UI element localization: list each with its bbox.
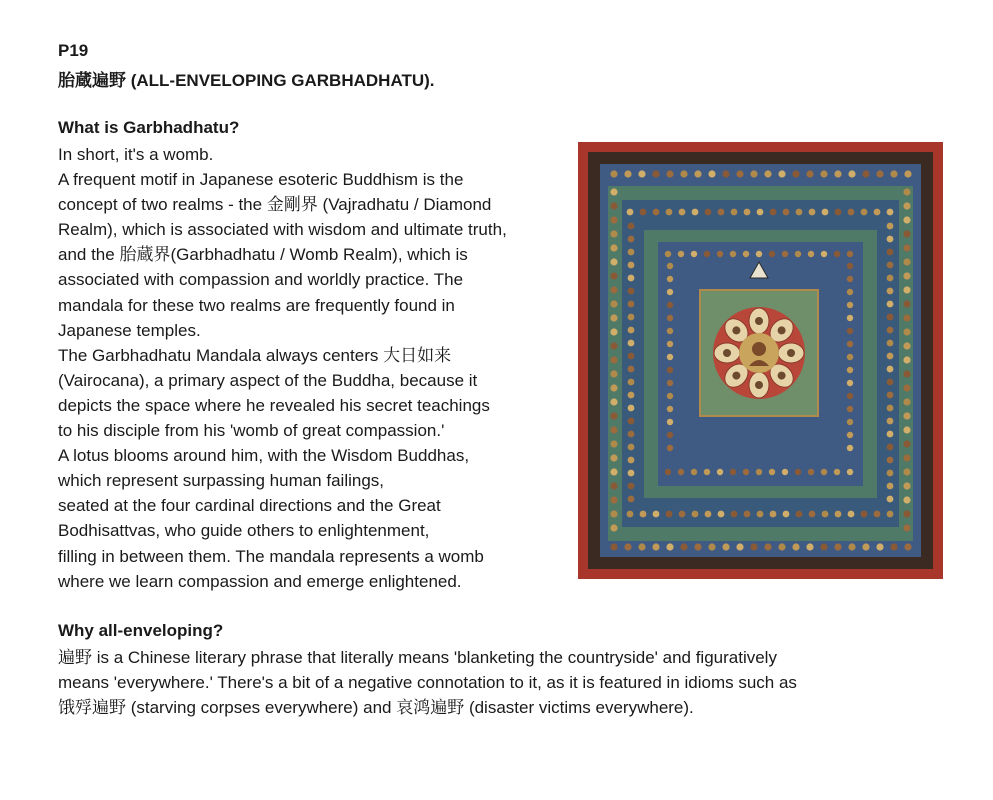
seated-figure — [628, 444, 635, 451]
seated-figure — [887, 405, 894, 412]
seated-figure — [627, 511, 634, 518]
seated-figure — [694, 543, 701, 550]
seated-figure — [736, 543, 743, 550]
seated-figure — [821, 251, 827, 257]
seated-figure — [718, 209, 725, 216]
seated-figure — [874, 511, 881, 518]
seated-figure — [795, 469, 801, 475]
seated-figure — [903, 398, 910, 405]
seated-figure — [848, 170, 855, 177]
seated-figure — [628, 431, 635, 438]
seated-figure — [806, 170, 813, 177]
seated-figure — [628, 288, 635, 295]
seated-figure — [667, 354, 673, 360]
seated-figure — [887, 470, 894, 477]
seated-figure — [847, 406, 853, 412]
seated-figure — [887, 301, 894, 308]
seated-figure — [847, 393, 853, 399]
seated-figure — [666, 543, 673, 550]
seated-figure — [722, 170, 729, 177]
seated-figure — [903, 384, 910, 391]
seated-figure — [638, 170, 645, 177]
text-line: A frequent motif in Japanese esoteric Buddhism is the — [58, 170, 464, 190]
seated-figure — [778, 170, 785, 177]
seated-figure — [652, 543, 659, 550]
seated-figure — [640, 511, 647, 518]
seated-figure — [887, 353, 894, 360]
seated-figure — [653, 209, 660, 216]
seated-figure — [795, 251, 801, 257]
seated-figure — [717, 469, 723, 475]
seated-figure — [680, 543, 687, 550]
text-line: A lotus blooms around him, with the Wisdom Buddhas, — [58, 446, 470, 466]
seated-figure — [628, 262, 635, 269]
petal-buddha — [755, 317, 763, 325]
seated-figure — [679, 209, 686, 216]
seated-figure — [834, 543, 841, 550]
seated-figure — [847, 367, 853, 373]
seated-figure — [610, 216, 617, 223]
seated-figure — [820, 170, 827, 177]
seated-figure — [610, 496, 617, 503]
seated-figure — [667, 367, 673, 373]
seated-figure — [847, 315, 853, 321]
seated-figure — [610, 543, 617, 550]
seated-figure — [610, 440, 617, 447]
body-text-2 — [58, 645, 938, 720]
text-line: 饿殍遍野 (starving corpses everywhere) and 哀鸿遍野 (disaster victims everywhere). — [58, 698, 694, 717]
seated-figure — [847, 289, 853, 295]
seated-figure — [628, 470, 635, 477]
seated-figure — [764, 170, 771, 177]
seated-figure — [835, 511, 842, 518]
text-line: associated with compassion and worldly practice. The — [58, 270, 464, 290]
seated-figure — [628, 327, 635, 334]
text-line: which represent surpassing human failings, — [58, 471, 385, 491]
seated-figure — [691, 251, 697, 257]
seated-figure — [783, 511, 790, 518]
seated-figure — [770, 511, 777, 518]
seated-figure — [610, 412, 617, 419]
petal-buddha — [778, 372, 786, 380]
seated-figure — [610, 188, 617, 195]
seated-figure — [731, 511, 738, 518]
seated-figure — [610, 286, 617, 293]
seated-figure — [903, 258, 910, 265]
text-line: In short, it's a womb. — [58, 145, 214, 164]
seated-figure — [666, 209, 673, 216]
seated-figure — [610, 300, 617, 307]
seated-figure — [903, 286, 910, 293]
seated-figure — [876, 543, 883, 550]
seated-figure — [610, 272, 617, 279]
seated-figure — [848, 209, 855, 216]
seated-figure — [628, 223, 635, 230]
seated-figure — [679, 511, 686, 518]
text-line: Bodhisattvas, who guide others to enlightenment, — [58, 521, 430, 541]
seated-figure — [887, 340, 894, 347]
seated-figure — [903, 230, 910, 237]
seated-figure — [692, 209, 699, 216]
seated-figure — [708, 543, 715, 550]
seated-figure — [847, 328, 853, 334]
seated-figure — [903, 328, 910, 335]
seated-figure — [667, 341, 673, 347]
seated-figure — [756, 469, 762, 475]
seated-figure — [769, 251, 775, 257]
seated-figure — [665, 469, 671, 475]
seated-figure — [782, 251, 788, 257]
seated-figure — [628, 366, 635, 373]
seated-figure — [692, 511, 699, 518]
seated-figure — [757, 209, 764, 216]
seated-figure — [809, 511, 816, 518]
seated-figure — [903, 482, 910, 489]
seated-figure — [848, 511, 855, 518]
seated-figure — [887, 223, 894, 230]
seated-figure — [667, 315, 673, 321]
seated-figure — [903, 426, 910, 433]
text-line: and the 胎蔵界(Garbhadhatu / Womb Realm), which is — [58, 245, 468, 265]
mandala-image — [578, 142, 943, 579]
seated-figure — [610, 510, 617, 517]
seated-figure — [887, 457, 894, 464]
seated-figure — [730, 469, 736, 475]
seated-figure — [834, 469, 840, 475]
seated-figure — [809, 209, 816, 216]
petal-buddha — [732, 372, 740, 380]
text-line: 遍野 is a Chinese literary phrase that literally means 'blanketing the countryside' and figuratively — [58, 648, 777, 667]
seated-figure — [610, 202, 617, 209]
seated-figure — [628, 353, 635, 360]
seated-figure — [628, 236, 635, 243]
seated-figure — [887, 511, 894, 518]
seated-figure — [744, 209, 751, 216]
seated-figure — [887, 366, 894, 373]
seated-figure — [610, 468, 617, 475]
petal-buddha — [778, 326, 786, 334]
seated-figure — [667, 432, 673, 438]
text-line: depicts the space where he revealed his secret teachings — [58, 395, 490, 415]
seated-figure — [652, 170, 659, 177]
seated-figure — [610, 342, 617, 349]
seated-figure — [667, 328, 673, 334]
seated-figure — [628, 249, 635, 256]
seated-figure — [665, 251, 671, 257]
seated-figure — [610, 524, 617, 531]
seated-figure — [610, 398, 617, 405]
seated-figure — [847, 432, 853, 438]
seated-figure — [792, 170, 799, 177]
seated-figure — [640, 209, 647, 216]
seated-figure — [861, 511, 868, 518]
seated-figure — [624, 543, 631, 550]
seated-figure — [628, 392, 635, 399]
seated-figure — [667, 419, 673, 425]
seated-figure — [847, 341, 853, 347]
seated-figure — [903, 272, 910, 279]
seated-figure — [628, 483, 635, 490]
seated-figure — [628, 314, 635, 321]
seated-figure — [887, 327, 894, 334]
seated-figure — [667, 406, 673, 412]
seated-figure — [903, 440, 910, 447]
seated-figure — [847, 276, 853, 282]
seated-figure — [628, 301, 635, 308]
text-line: Japanese temples. — [58, 320, 201, 340]
seated-figure — [610, 170, 617, 177]
seated-figure — [743, 251, 749, 257]
seated-figure — [708, 170, 715, 177]
seated-figure — [903, 314, 910, 321]
seated-figure — [778, 543, 785, 550]
seated-figure — [903, 300, 910, 307]
seated-figure — [756, 251, 762, 257]
seated-figure — [731, 209, 738, 216]
petal-buddha — [723, 349, 731, 357]
seated-figure — [904, 170, 911, 177]
seated-figure — [903, 244, 910, 251]
seated-figure — [887, 288, 894, 295]
seated-figure — [834, 251, 840, 257]
seated-figure — [903, 468, 910, 475]
seated-figure — [704, 469, 710, 475]
seated-figure — [834, 170, 841, 177]
seated-figure — [903, 370, 910, 377]
seated-figure — [638, 543, 645, 550]
seated-figure — [847, 419, 853, 425]
seated-figure — [783, 209, 790, 216]
seated-figure — [808, 469, 814, 475]
seated-figure — [750, 170, 757, 177]
vairocana-figure — [752, 342, 766, 356]
seated-figure — [903, 496, 910, 503]
text-line: filling in between them. The mandala represents a womb — [58, 546, 484, 566]
seated-figure — [678, 469, 684, 475]
seated-figure — [628, 379, 635, 386]
seated-figure — [705, 209, 712, 216]
seated-figure — [704, 251, 710, 257]
seated-figure — [667, 445, 673, 451]
seated-figure — [887, 379, 894, 386]
seated-figure — [887, 314, 894, 321]
seated-figure — [890, 543, 897, 550]
seated-figure — [903, 202, 910, 209]
seated-figure — [667, 302, 673, 308]
seated-figure — [887, 496, 894, 503]
seated-figure — [903, 356, 910, 363]
seated-figure — [736, 170, 743, 177]
seated-figure — [730, 251, 736, 257]
seated-figure — [887, 236, 894, 243]
seated-figure — [904, 543, 911, 550]
seated-figure — [718, 511, 725, 518]
body-text — [58, 142, 578, 594]
seated-figure — [821, 469, 827, 475]
petal-buddha — [732, 326, 740, 334]
text-line: mandala for these two realms are frequently found in — [58, 295, 455, 315]
seated-figure — [903, 510, 910, 517]
seated-figure — [782, 469, 788, 475]
seated-figure — [820, 543, 827, 550]
seated-figure — [667, 263, 673, 269]
seated-figure — [861, 209, 868, 216]
seated-figure — [847, 469, 853, 475]
seated-figure — [874, 209, 881, 216]
petal-buddha — [755, 381, 763, 389]
text-line: means 'everywhere.' There's a bit of a negative connotation to it, as it is featured in idioms such as — [58, 673, 797, 692]
seated-figure — [835, 209, 842, 216]
seated-figure — [764, 543, 771, 550]
text-line: The Garbhadhatu Mandala always centers 大日如来 — [58, 345, 452, 365]
text-line: seated at the four cardinal directions and the Great — [58, 496, 441, 516]
seated-figure — [610, 356, 617, 363]
seated-figure — [610, 258, 617, 265]
seated-figure — [890, 170, 897, 177]
seated-figure — [903, 524, 910, 531]
text-line: concept of two realms - the 金剛界 (Vajradhatu / Diamond — [58, 195, 492, 215]
seated-figure — [792, 543, 799, 550]
seated-figure — [903, 216, 910, 223]
seated-figure — [667, 393, 673, 399]
seated-figure — [666, 170, 673, 177]
seated-figure — [680, 170, 687, 177]
seated-figure — [610, 314, 617, 321]
seated-figure — [847, 251, 853, 257]
seated-figure — [624, 170, 631, 177]
seated-figure — [610, 244, 617, 251]
seated-figure — [847, 380, 853, 386]
page-id: P19 — [58, 41, 89, 60]
seated-figure — [628, 496, 635, 503]
seated-figure — [822, 511, 829, 518]
seated-figure — [610, 328, 617, 335]
seated-figure — [750, 543, 757, 550]
petal-buddha — [787, 349, 795, 357]
seated-figure — [653, 511, 660, 518]
seated-figure — [667, 289, 673, 295]
seated-figure — [876, 170, 883, 177]
seated-figure — [887, 275, 894, 282]
seated-figure — [667, 380, 673, 386]
text-line: where we learn compassion and emerge enlightened. — [58, 571, 462, 591]
seated-figure — [610, 384, 617, 391]
seated-figure — [848, 543, 855, 550]
text-line: to his disciple from his 'womb of great compassion.' — [58, 421, 445, 441]
seated-figure — [610, 370, 617, 377]
seated-figure — [887, 249, 894, 256]
seated-figure — [887, 262, 894, 269]
page-title: 胎蔵遍野 (ALL-ENVELOPING GARBHADHATU). — [58, 71, 435, 90]
section-heading-what: What is Garbhadhatu? — [58, 118, 240, 137]
seated-figure — [610, 482, 617, 489]
seated-figure — [822, 209, 829, 216]
seated-figure — [744, 511, 751, 518]
seated-figure — [722, 543, 729, 550]
seated-figure — [887, 431, 894, 438]
seated-figure — [903, 412, 910, 419]
seated-figure — [610, 230, 617, 237]
seated-figure — [694, 170, 701, 177]
seated-figure — [717, 251, 723, 257]
seated-figure — [610, 426, 617, 433]
seated-figure — [628, 405, 635, 412]
seated-figure — [847, 263, 853, 269]
seated-figure — [770, 209, 777, 216]
seated-figure — [627, 209, 634, 216]
seated-figure — [769, 469, 775, 475]
seated-figure — [847, 302, 853, 308]
seated-figure — [743, 469, 749, 475]
seated-figure — [667, 276, 673, 282]
seated-figure — [847, 445, 853, 451]
seated-figure — [887, 209, 894, 216]
seated-figure — [666, 511, 673, 518]
seated-figure — [628, 275, 635, 282]
seated-figure — [862, 170, 869, 177]
seated-figure — [691, 469, 697, 475]
seated-figure — [887, 483, 894, 490]
seated-figure — [808, 251, 814, 257]
seated-figure — [847, 354, 853, 360]
text-line: (Vairocana), a primary aspect of the Buddha, because it — [58, 370, 478, 390]
seated-figure — [705, 511, 712, 518]
seated-figure — [862, 543, 869, 550]
seated-figure — [796, 511, 803, 518]
seated-figure — [887, 444, 894, 451]
seated-figure — [796, 209, 803, 216]
seated-figure — [628, 457, 635, 464]
section-heading-why: Why all-enveloping? — [58, 621, 224, 640]
seated-figure — [903, 188, 910, 195]
seated-figure — [610, 454, 617, 461]
seated-figure — [757, 511, 764, 518]
seated-figure — [887, 392, 894, 399]
seated-figure — [678, 251, 684, 257]
seated-figure — [628, 418, 635, 425]
seated-figure — [903, 342, 910, 349]
text-line: Realm), which is associated with wisdom and ultimate truth, — [58, 220, 507, 240]
seated-figure — [887, 418, 894, 425]
seated-figure — [806, 543, 813, 550]
seated-figure — [903, 454, 910, 461]
seated-figure — [628, 340, 635, 347]
